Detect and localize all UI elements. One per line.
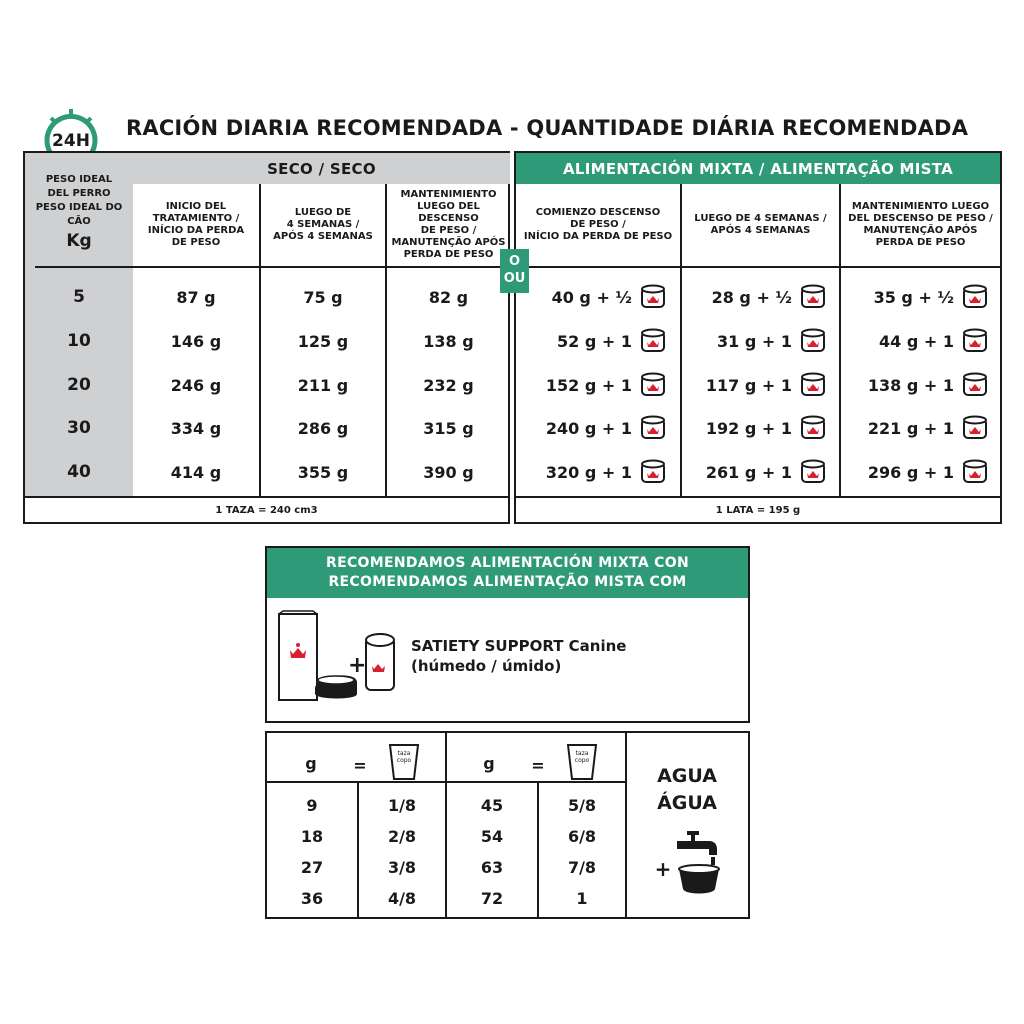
water-tap-icon — [673, 829, 725, 899]
divider — [35, 266, 510, 268]
svg-text:copo: copo — [396, 757, 412, 764]
product-name: SATIETY SUPPORT Canine (húmedo / úmido) — [411, 637, 627, 675]
mixed-col-start: COMIENZO DESCENSO DE PESO / INÍCIO DA PERDA DE PESO — [523, 207, 673, 242]
wet-food-can-icon — [800, 284, 826, 310]
equals-sign: = — [353, 755, 367, 775]
mixed-col-maintenance: MANTENIMIENTO LUEGO DEL DESCENSO DE PESO / MANUTENÇÃO APÓS PERDA DE PESO — [848, 201, 993, 248]
mixed-amount-cell — [682, 277, 836, 317]
wet-food-can-icon — [640, 372, 666, 398]
mixed-amount-text: 320 g + 1 — [545, 462, 632, 482]
page-title: RACIÓN DIARIA RECOMENDADA - QUANTIDADE DIÁRIA RECOMENDADA — [126, 116, 969, 140]
cup-value: 2/8 — [387, 826, 417, 846]
mixed-amount-text: 31 g + 1 — [717, 331, 792, 351]
mixed-amount-text: 296 g + 1 — [867, 462, 954, 482]
svg-text:taza: taza — [397, 750, 411, 757]
mixed-amount-text: 240 g + 1 — [545, 418, 632, 438]
clock-label: 24H — [52, 131, 90, 151]
plus-sign: + — [654, 857, 672, 881]
mixed-amount-cell — [682, 452, 836, 492]
mixed-amount-cell — [516, 321, 676, 361]
mixed-amount-text: 44 g + 1 — [879, 331, 954, 351]
dry-amount-cell: 315 g — [423, 418, 474, 438]
grams-value: 27 — [300, 857, 324, 877]
wet-food-can-icon — [640, 328, 666, 354]
wet-food-can-icon — [640, 284, 666, 310]
svg-text:taza: taza — [575, 750, 589, 757]
mixed-amount-cell — [682, 321, 836, 361]
dry-amount-cell: 232 g — [423, 375, 474, 395]
recommendation-box — [265, 546, 750, 723]
dry-amount-cell: 87 g — [176, 287, 216, 307]
cup-footnote: 1 TAZA = 240 cm3 — [215, 505, 318, 516]
equals-sign: = — [531, 755, 545, 775]
dry-amount-cell: 414 g — [170, 462, 222, 482]
divider — [625, 733, 627, 917]
grams-value: 9 — [306, 795, 318, 815]
dry-food-table — [23, 151, 510, 524]
grams-value: 54 — [480, 826, 504, 846]
dry-amount-cell: 75 g — [303, 287, 343, 307]
dry-amount-cell: 146 g — [170, 331, 222, 351]
dry-amount-cell: 246 g — [170, 375, 222, 395]
weight-unit: Kg — [66, 231, 92, 251]
mixed-amount-text: 152 g + 1 — [545, 375, 632, 395]
wet-food-can-icon — [800, 328, 826, 354]
mixed-amount-cell — [841, 277, 998, 317]
weight-cell: 40 — [67, 462, 91, 482]
or-badge: O OU — [500, 249, 529, 293]
grams-header: g — [305, 753, 317, 773]
dry-header-bar: SECO / SECO — [133, 153, 510, 184]
mixed-amount-text: 28 g + ½ — [711, 287, 792, 307]
dry-col-maintenance: MANTENIMIENTO LUEGO DEL DESCENSO DE PESO / MANUTENÇÃO APÓS PERDA DE PESO — [391, 189, 506, 260]
wet-food-can-icon — [640, 459, 666, 485]
mixed-amount-cell — [841, 365, 998, 405]
water-label: AGUA ÁGUA — [657, 765, 717, 814]
dry-amount-cell: 125 g — [297, 331, 349, 351]
grams-value: 63 — [480, 857, 504, 877]
mixed-amount-cell — [682, 365, 836, 405]
cup-value: 3/8 — [387, 857, 417, 877]
grams-value: 36 — [300, 888, 324, 908]
mixed-amount-text: 40 g + ½ — [551, 287, 632, 307]
mixed-amount-cell — [516, 408, 676, 448]
grams-value: 72 — [480, 888, 504, 908]
weight-cell: 10 — [67, 331, 91, 351]
mixed-amount-cell — [516, 365, 676, 405]
wet-food-can-icon — [800, 459, 826, 485]
wet-food-can-icon — [640, 415, 666, 441]
mixed-amount-cell — [841, 408, 998, 448]
mixed-header-bar: ALIMENTACIÓN MIXTA / ALIMENTAÇÃO MISTA — [516, 153, 1000, 184]
mixed-amount-cell — [516, 277, 676, 317]
mixed-amount-text: 261 g + 1 — [705, 462, 792, 482]
mixed-amount-text: 117 g + 1 — [705, 375, 792, 395]
mixed-amount-text: 221 g + 1 — [867, 418, 954, 438]
mixed-amount-cell — [682, 408, 836, 448]
grams-value: 45 — [480, 795, 504, 815]
wet-food-can-icon — [962, 459, 988, 485]
dry-amount-cell: 334 g — [170, 418, 222, 438]
dry-col-start: INICIO DEL TRATAMIENTO / INÍCIO DA PERDA DE PESO — [147, 201, 245, 248]
cup-value: 6/8 — [567, 826, 597, 846]
dry-amount-cell: 355 g — [297, 462, 349, 482]
cup-value: 7/8 — [567, 857, 597, 877]
cup-value: 5/8 — [567, 795, 597, 815]
dry-col-4weeks: LUEGO DE 4 SEMANAS / APÓS 4 SEMANAS — [273, 207, 373, 242]
weight-header: PESO IDEAL DEL PERRO PESO IDEAL DO CÃO — [35, 174, 123, 227]
mixed-amount-cell — [841, 452, 998, 492]
mixed-amount-cell — [841, 321, 998, 361]
dry-amount-cell: 138 g — [423, 331, 474, 351]
wet-food-can-icon — [962, 415, 988, 441]
wet-food-can-icon — [962, 372, 988, 398]
mixed-col-4weeks: LUEGO DE 4 SEMANAS / APÓS 4 SEMANAS — [694, 213, 827, 236]
measuring-cup-icon — [387, 741, 421, 781]
cup-value: 1 — [576, 888, 588, 908]
mixed-food-table — [514, 151, 1002, 524]
mixed-amount-text: 52 g + 1 — [557, 331, 632, 351]
dry-amount-cell: 390 g — [423, 462, 474, 482]
cup-value: 1/8 — [387, 795, 417, 815]
wet-food-can-icon — [962, 328, 988, 354]
wet-food-can-icon — [962, 284, 988, 310]
wet-food-can-icon — [800, 415, 826, 441]
mixed-amount-cell — [516, 452, 676, 492]
svg-text:copo: copo — [574, 757, 590, 764]
grams-value: 18 — [300, 826, 324, 846]
dry-amount-cell: 211 g — [297, 375, 349, 395]
divider — [25, 496, 508, 498]
mixed-amount-text: 192 g + 1 — [705, 418, 792, 438]
weight-cell: 20 — [67, 375, 91, 395]
divider — [516, 496, 1000, 498]
dry-bag-and-bowl-icon — [273, 610, 395, 710]
cup-value: 4/8 — [387, 888, 417, 908]
measuring-cup-icon — [565, 741, 599, 781]
recommendation-header: RECOMENDAMOS ALIMENTACIÓN MIXTA CON RECOMENDAMOS ALIMENTAÇÃO MISTA COM — [267, 548, 748, 598]
wet-food-can-icon — [800, 372, 826, 398]
conversion-table — [265, 731, 750, 919]
dry-amount-cell: 82 g — [428, 287, 469, 307]
weight-cell: 5 — [73, 287, 85, 307]
grams-header: g — [483, 753, 495, 773]
can-footnote: 1 LATA = 195 g — [715, 505, 801, 516]
mixed-amount-text: 35 g + ½ — [873, 287, 954, 307]
mixed-amount-text: 138 g + 1 — [867, 375, 954, 395]
dry-amount-cell: 286 g — [297, 418, 349, 438]
weight-cell: 30 — [67, 418, 91, 438]
svg-text:+: + — [348, 653, 367, 678]
divider — [516, 266, 1000, 268]
